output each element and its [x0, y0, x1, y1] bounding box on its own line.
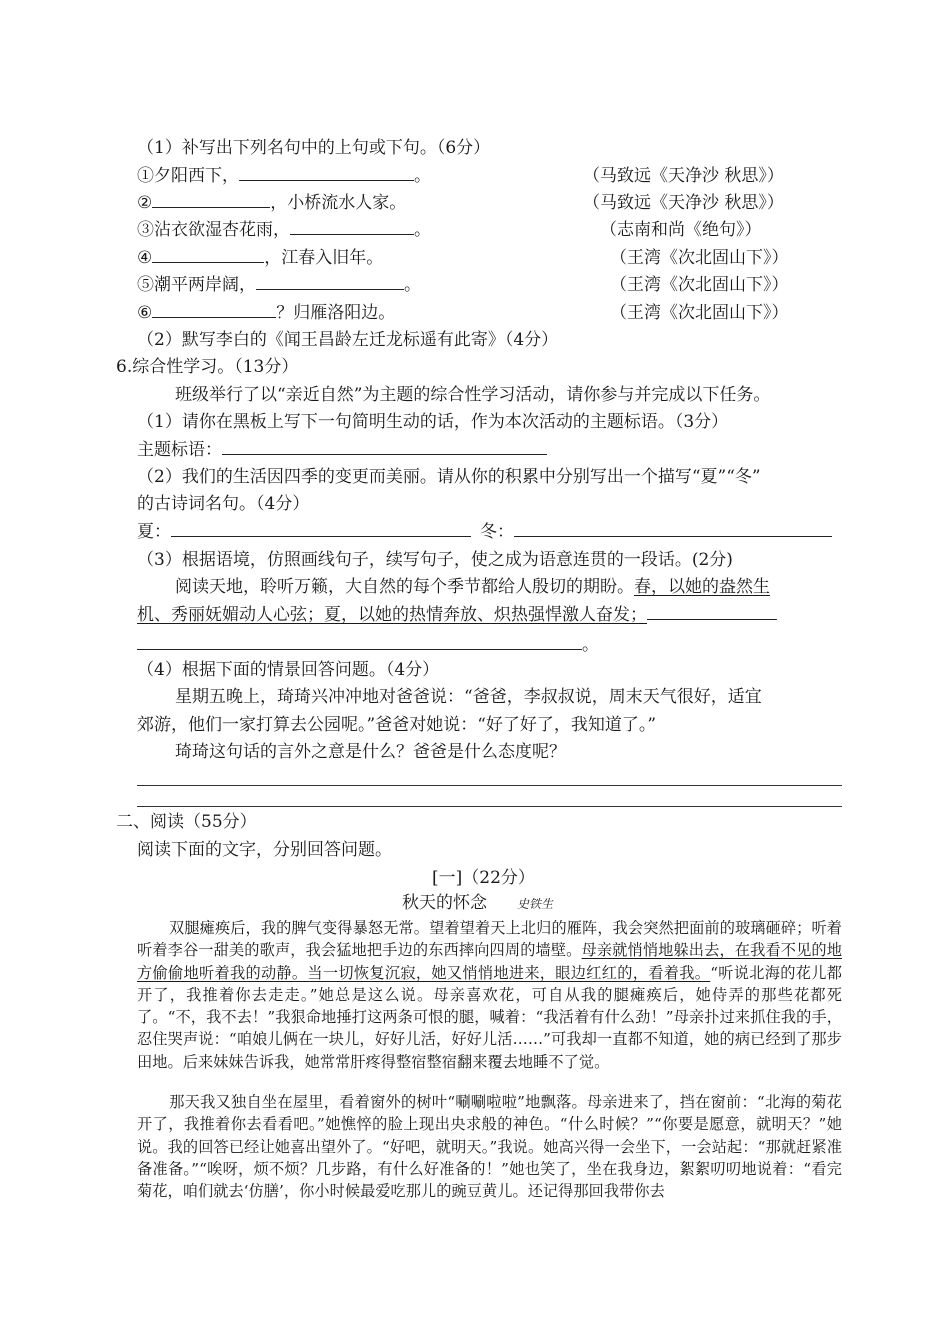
- poem-line-3: ③沾衣欲湿杏花雨， 。: [137, 220, 431, 240]
- q6-s4-para2: 郊游，他们一家打算去公园呢。”爸爸对她说：“好了好了，我知道了。”: [137, 715, 657, 735]
- poem-source-1: （马致远《天净沙 秋思》）: [583, 166, 784, 186]
- q6-s1: （1）请你在黑板上写下一句简明生动的话，作为本次活动的主题标语。（3分）: [137, 412, 729, 432]
- q6-s2-line1: （2）我们的生活因四季的变更而美丽。请从你的积累中分别写出一个描写“夏”“冬”: [137, 467, 761, 487]
- q6-s4: （4）根据下面的情景回答问题。（4分）: [137, 660, 440, 680]
- q6-s3: （3）根据语境，仿照画线句子，续写句子，使之成为语意连贯的一段话。(2分): [137, 550, 733, 570]
- continue-blank-2[interactable]: [137, 634, 582, 650]
- answer-rule[interactable]: [137, 806, 842, 807]
- answer-blank[interactable]: [152, 302, 276, 318]
- q6-title: 6.综合性学习。（13分）: [116, 357, 299, 377]
- article-para-1: 双腿瘫痪后，我的脾气变得暴怒无常。望着望着天上北归的雁阵，我会突然把面前的玻璃砸碎；听着听着李谷一甜美的歌声，我会猛地把手边的东西摔向四周的墙壁。母亲就悄悄地躲出去，在我看不见的地方偷偷地听着我的动静。当一切恢复沉寂，她又悄悄地进来，眼边红红的，看着我。“听说北海的花儿都开了，我推着你去走走。”她总是这么说。母亲喜欢花，可自从我的腿瘫痪后，她侍弄的那些花都死了。“不，我不去！”我狠命地捶打这两条可恨的腿，喊着：“我活着有什么劲！”母亲扑过来抓住我的手，忍住哭声说：“咱娘儿俩在一块儿，好好儿活，好好儿活……”可我却一直都不知道，她的病已经到了那步田地。后来妹妹告诉我，她常常肝疼得整宿整宿翻来覆去地睡不了觉。: [137, 919, 842, 1071]
- q6-s3-para3: 。: [137, 634, 599, 656]
- winter-line: 冬：: [480, 521, 832, 543]
- underlined-sentence: 母亲就悄悄地躲出去，在我看不见的地方偷偷地听着我的动静。当一切恢复沉寂，她又悄悄地进来，眼边红红的，看着我。: [137, 941, 842, 982]
- poem-line-1: ①夕阳西下， 。: [137, 166, 431, 186]
- q6-s2-line2: 的古诗词名句。（4分）: [137, 494, 310, 514]
- poem-source-2: （马致远《天净沙 秋思》）: [583, 193, 784, 213]
- q6-s3-para1: 阅读天地，聆听万籁，大自然的每个季节都给人殷切的期盼。春，以她的盎然生: [175, 577, 770, 597]
- slogan-blank[interactable]: [222, 439, 547, 455]
- poem-line-2: ② ，小桥流水人家。: [137, 193, 407, 213]
- answer-blank[interactable]: [152, 192, 270, 208]
- q6-intro: 班级举行了以“亲近自然”为主题的综合性学习活动，请你参与并完成以下任务。: [175, 385, 771, 405]
- article-title: 秋天的怀念: [402, 893, 487, 913]
- article-author: 史铁生: [517, 897, 554, 911]
- answer-blank[interactable]: [256, 274, 404, 290]
- poem-source-4: （王湾《次北固山下》）: [610, 248, 789, 268]
- answer-blank[interactable]: [290, 219, 414, 235]
- summer-line: 夏：: [137, 521, 471, 543]
- section-label: [一]（22分）: [432, 868, 535, 888]
- winter-blank[interactable]: [514, 521, 832, 537]
- part2-title: 二、阅读（55分）: [116, 812, 257, 832]
- q5-1-heading: （1）补写出下列名句中的上句或下句。（6分）: [137, 138, 491, 158]
- q6-s4-para1: 星期五晚上，琦琦兴冲冲地对爸爸说：“爸爸，李叔叔说，周末天气很好，适宜: [175, 687, 762, 707]
- poem-line-4: ④ ，江春入旧年。: [137, 248, 384, 268]
- answer-blank[interactable]: [239, 165, 414, 181]
- article-para-2: 那天我又独自坐在屋里，看着窗外的树叶“唰唰啦啦”地飘落。母亲进来了，挡在窗前：“北海的菊花开了，我推着你去看看吧。”她憔悴的脸上现出央求般的神色。“什么时候？”“你要是愿意，就明天？”她说。我的回答已经让她喜出望外了。“好吧，就明天。”我说。她高兴得一会坐下，一会站起：“那就赶紧准备准备。”“唉呀，烦不烦？几步路，有什么好准备的！”她也笑了，坐在我身边，絮絮叨叨地说着：“看完菊花，咱们就去‘仿膳’，你小时候最爱吃那儿的豌豆黄儿。还记得那回我带你去: [137, 1093, 842, 1201]
- slogan-line: 主题标语：: [137, 439, 547, 461]
- poem-line-6: ⑥ ？归雁洛阳边。: [137, 303, 396, 323]
- q6-s4-question: 琦琦这句话的言外之意是什么？爸爸是什么态度呢？: [175, 742, 566, 762]
- summer-blank[interactable]: [171, 521, 471, 537]
- continue-blank[interactable]: [647, 604, 777, 620]
- poem-line-5: ⑤潮平两岸阔， 。: [137, 275, 421, 295]
- q5-2-heading: （2）默写李白的《闻王昌龄左迁龙标遥有此寄》（4分）: [137, 330, 559, 350]
- answer-blank[interactable]: [152, 247, 264, 263]
- part2-instruction: 阅读下面的文字，分别回答问题。: [137, 840, 392, 860]
- poem-source-3: （志南和尚《绝句》）: [600, 220, 762, 240]
- poem-source-5: （王湾《次北固山下》）: [610, 275, 789, 295]
- q6-s3-para2: 机、秀丽妩媚动人心弦；夏，以她的热情奔放、炽热强悍激人奋发；: [137, 604, 777, 626]
- article-heading: [402, 892, 553, 915]
- poem-source-6: （王湾《次北固山下》）: [610, 303, 789, 323]
- answer-rule[interactable]: [137, 785, 842, 786]
